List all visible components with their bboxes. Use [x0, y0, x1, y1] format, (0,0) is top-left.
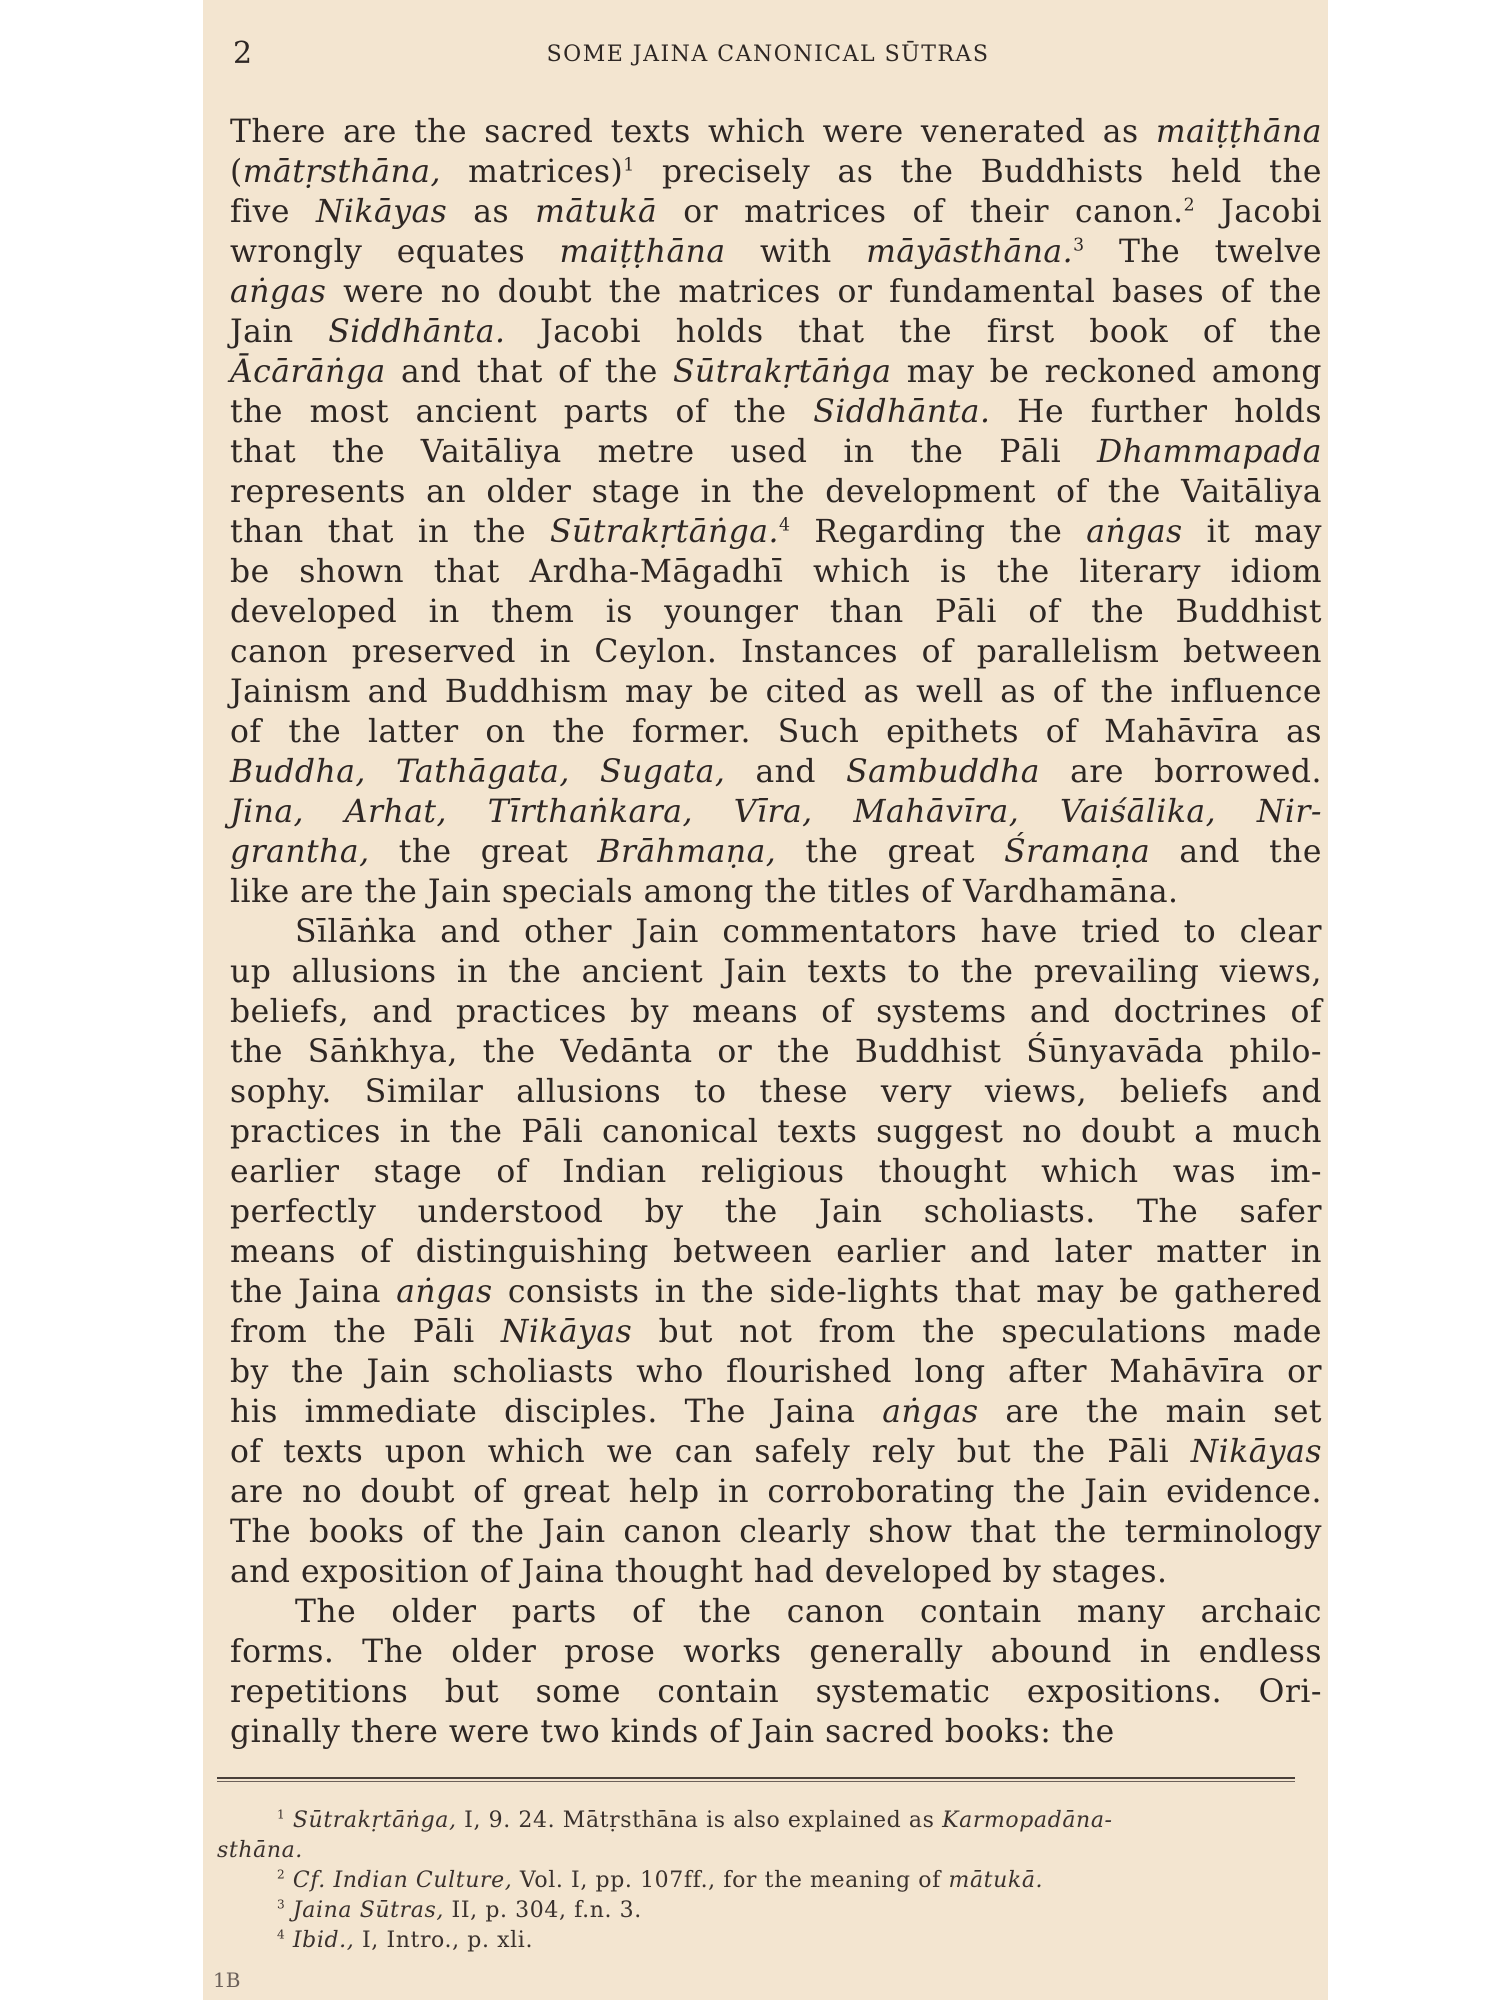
text-run: practices in the Pāli canonical texts suggest no doubt a much	[230, 1114, 1322, 1150]
running-head: SOME JAINA CANONICAL SŪTRAS	[546, 42, 990, 67]
text-run: than that in the	[230, 514, 551, 550]
text-run: There are the sacred texts which were venerated as	[230, 114, 1156, 150]
text-run: of texts upon which we can safely rely but the Pāli	[230, 1434, 1191, 1470]
text-line	[230, 1672, 1322, 1712]
text-run: matrices)	[440, 154, 624, 190]
text-line	[230, 912, 1322, 952]
text-run: Siddhānta.	[813, 394, 991, 430]
text-run: I, 9. 24. Mātṛsthāna is also explained as	[456, 1808, 943, 1833]
text-line	[230, 272, 1322, 312]
text-run: mātukā	[535, 194, 658, 230]
text-line	[230, 1592, 1322, 1632]
text-run: Sūtrakṛtāṅga.	[550, 514, 779, 550]
text-run: consists in the side-lights that may be gathered	[492, 1274, 1323, 1310]
text-line	[230, 632, 1322, 672]
text-run: wrongly equates	[230, 234, 560, 270]
text-run: The twelve	[1084, 234, 1322, 270]
text-line	[230, 1352, 1322, 1392]
text-run: Jainism and Buddhism may be cited as well as of the influence	[230, 674, 1322, 710]
footnote-rule-secondary	[217, 1781, 1295, 1782]
text-run: means of distinguishing between earlier and later matter in	[230, 1234, 1322, 1270]
text-run: from the Pāli	[230, 1314, 501, 1350]
text-run: Jacobi	[1195, 194, 1323, 230]
text-line	[230, 192, 1322, 232]
text-run: Ācārāṅga	[230, 354, 386, 390]
text-run: (	[230, 154, 243, 190]
text-line	[230, 152, 1322, 192]
text-run: and that of the	[385, 354, 674, 390]
text-line	[230, 952, 1322, 992]
text-run: as	[447, 194, 536, 230]
footnote-line	[217, 1836, 1307, 1866]
text-run: Sīlāṅka and other Jain commentators have tried to clear	[295, 914, 1322, 950]
page-number: 2	[233, 36, 253, 71]
text-run: The older parts of the canon contain many archaic	[295, 1594, 1322, 1630]
text-run: Jain	[230, 314, 329, 350]
text-run: may be reckoned among	[891, 354, 1322, 390]
footnote-rule	[217, 1777, 1295, 1779]
footnote-ref: 3	[1073, 235, 1085, 256]
text-line	[230, 992, 1322, 1032]
footnote-line	[217, 1926, 1307, 1956]
text-run: canon preserved in Ceylon. Instances of parallelism between	[230, 634, 1322, 670]
text-line	[230, 1472, 1322, 1512]
text-run: precisely as the Buddhists held the	[634, 154, 1322, 190]
text-run: Siddhānta.	[328, 314, 506, 350]
text-run: repetitions but some contain systematic expositions. Ori-	[230, 1674, 1322, 1710]
text-run: II, p. 304, f.n. 3.	[443, 1898, 642, 1923]
footnote-line	[217, 1866, 1307, 1896]
body-text	[230, 112, 1322, 1752]
text-run: grantha,	[230, 834, 370, 870]
text-line	[230, 1112, 1322, 1152]
text-line	[230, 712, 1322, 752]
text-run	[285, 1868, 293, 1893]
text-run	[285, 1928, 293, 1953]
text-run: or matrices of their canon.	[657, 194, 1184, 230]
footnote-ref: 3	[277, 1897, 286, 1912]
text-run: Sūtrakṛtāṅga,	[292, 1808, 457, 1833]
text-line	[230, 1432, 1322, 1472]
text-run: Śramaṇa	[1004, 834, 1151, 870]
text-run: aṅgas	[230, 274, 327, 310]
text-run: Vol. I, pp. 107ff., for the meaning of	[512, 1868, 949, 1893]
text-run: with	[725, 234, 867, 270]
text-line	[230, 1032, 1322, 1072]
text-run: are borrowed.	[1040, 754, 1322, 790]
footnote-ref: 1	[623, 155, 635, 176]
text-line	[230, 1232, 1322, 1272]
text-run: like are the Jain specials among the titles of Vardhamāna.	[230, 874, 1179, 910]
book-page	[203, 0, 1328, 2000]
text-run: it may	[1182, 514, 1322, 550]
text-line	[230, 232, 1322, 272]
text-run: forms. The older prose works generally abound in endless	[230, 1634, 1322, 1670]
text-run: He further holds	[990, 394, 1323, 430]
text-run: maiṭṭhāna	[559, 234, 726, 270]
footnotes	[217, 1806, 1307, 1956]
text-run: sophy. Similar allusions to these very views, beliefs and	[230, 1074, 1322, 1110]
text-run: The books of the Jain canon clearly show that the terminology	[230, 1514, 1322, 1550]
text-run: mātṛsthāna,	[242, 154, 441, 190]
text-run: and the	[1150, 834, 1322, 870]
text-run: Sambuddha	[846, 754, 1041, 790]
footnote-ref: 1	[277, 1807, 286, 1822]
text-line	[230, 832, 1322, 872]
text-line	[230, 872, 1322, 912]
text-run: of the latter on the former. Such epithets of Mahāvīra as	[230, 714, 1322, 750]
footnote-ref: 4	[778, 515, 791, 536]
text-run: mātukā.	[948, 1868, 1044, 1893]
text-run	[285, 1808, 293, 1833]
text-run: that the Vaitāliya metre used in the Pāli	[230, 434, 1098, 470]
text-line	[230, 312, 1322, 352]
text-run: represents an older stage in the development of the Vaitāliya	[230, 474, 1322, 510]
text-run: Karmopadāna-	[942, 1808, 1113, 1833]
text-line	[230, 472, 1322, 512]
text-line	[230, 1152, 1322, 1192]
text-run: Jina, Arhat, Tīrthaṅkara, Vīra, Mahāvīra, Vaiśālika, Nir-	[230, 794, 1322, 830]
text-line	[230, 1712, 1322, 1752]
text-run: Sūtrakṛtāṅga	[673, 354, 892, 390]
text-run: the great	[369, 834, 598, 870]
text-run: earlier stage of Indian religious thought which was im-	[230, 1154, 1322, 1190]
page-header	[233, 36, 1303, 76]
text-run: up allusions in the ancient Jain texts to the prevailing views,	[230, 954, 1322, 990]
text-line	[230, 1512, 1322, 1552]
text-run: beliefs, and practices by means of systems and doctrines of	[230, 994, 1322, 1030]
text-run: the most ancient parts of the	[230, 394, 814, 430]
text-run: Jaina Sūtras,	[292, 1898, 444, 1923]
text-run: Nikāyas	[500, 1314, 633, 1350]
text-run: maiṭṭhāna	[1155, 114, 1322, 150]
text-line	[230, 512, 1322, 552]
text-run: and exposition of Jaina thought had developed by stages.	[230, 1554, 1168, 1590]
text-run: Ibid.,	[292, 1928, 355, 1953]
text-run: the great	[776, 834, 1005, 870]
text-run: Jacobi holds that the first book of the	[505, 314, 1322, 350]
text-run: Buddha, Tathāgata, Sugata,	[230, 754, 726, 790]
text-line	[230, 552, 1322, 592]
text-line	[230, 1392, 1322, 1432]
footnote-line	[217, 1806, 1307, 1836]
text-run: Cf. Indian Culture,	[292, 1868, 513, 1893]
text-run: by the Jain scholiasts who flourished long after Mahāvīra or	[230, 1354, 1322, 1390]
text-line	[230, 432, 1322, 472]
footnote-ref: 4	[277, 1927, 286, 1942]
text-run: aṅgas	[882, 1394, 979, 1430]
text-run: his immediate disciples. The Jaina	[230, 1394, 883, 1430]
text-line	[230, 592, 1322, 632]
text-line	[230, 392, 1322, 432]
text-run: aṅgas	[396, 1274, 493, 1310]
text-run: Dhammapada	[1097, 434, 1322, 470]
text-run: Regarding the	[790, 514, 1087, 550]
text-line	[230, 1192, 1322, 1232]
text-line	[230, 1552, 1322, 1592]
text-run: māyāsthāna.	[866, 234, 1074, 270]
text-run: Nikāyas	[315, 194, 448, 230]
text-run: the Jaina	[230, 1274, 397, 1310]
text-run: are the main set	[978, 1394, 1323, 1430]
text-line	[230, 792, 1322, 832]
text-run: be shown that Ardha-Māgadhī which is the literary idiom	[230, 554, 1322, 590]
text-run: Brāhmaṇa,	[597, 834, 777, 870]
footnote-line	[217, 1896, 1307, 1926]
footnote-ref: 2	[1183, 195, 1196, 216]
text-run: are no doubt of great help in corroborating the Jain evidence.	[230, 1474, 1322, 1510]
text-run: the Sāṅkhya, the Vedānta or the Buddhist Śūnyavāda philo-	[230, 1034, 1322, 1070]
footnote-ref: 2	[277, 1867, 286, 1882]
text-run: and	[725, 754, 847, 790]
text-run: ginally there were two kinds of Jain sacred books: the	[230, 1714, 1115, 1750]
text-run: but not from the speculations made	[632, 1314, 1323, 1350]
text-line	[230, 752, 1322, 792]
text-run: Nikāyas	[1190, 1434, 1322, 1470]
text-run: five	[230, 194, 316, 230]
text-line	[230, 352, 1322, 392]
text-line	[230, 1312, 1322, 1352]
text-line	[230, 112, 1322, 152]
signature-mark: 1B	[213, 1968, 241, 1992]
text-run: were no doubt the matrices or fundamental bases of the	[326, 274, 1322, 310]
text-run: aṅgas	[1086, 514, 1183, 550]
text-line	[230, 1072, 1322, 1112]
text-run: perfectly understood by the Jain scholiasts. The safer	[230, 1194, 1322, 1230]
text-run: developed in them is younger than Pāli of the Buddhist	[230, 594, 1322, 630]
text-line	[230, 672, 1322, 712]
text-run: I, Intro., p. xli.	[354, 1928, 534, 1953]
text-line	[230, 1272, 1322, 1312]
text-line	[230, 1632, 1322, 1672]
text-run	[285, 1898, 293, 1923]
text-run: sthāna.	[217, 1838, 303, 1863]
